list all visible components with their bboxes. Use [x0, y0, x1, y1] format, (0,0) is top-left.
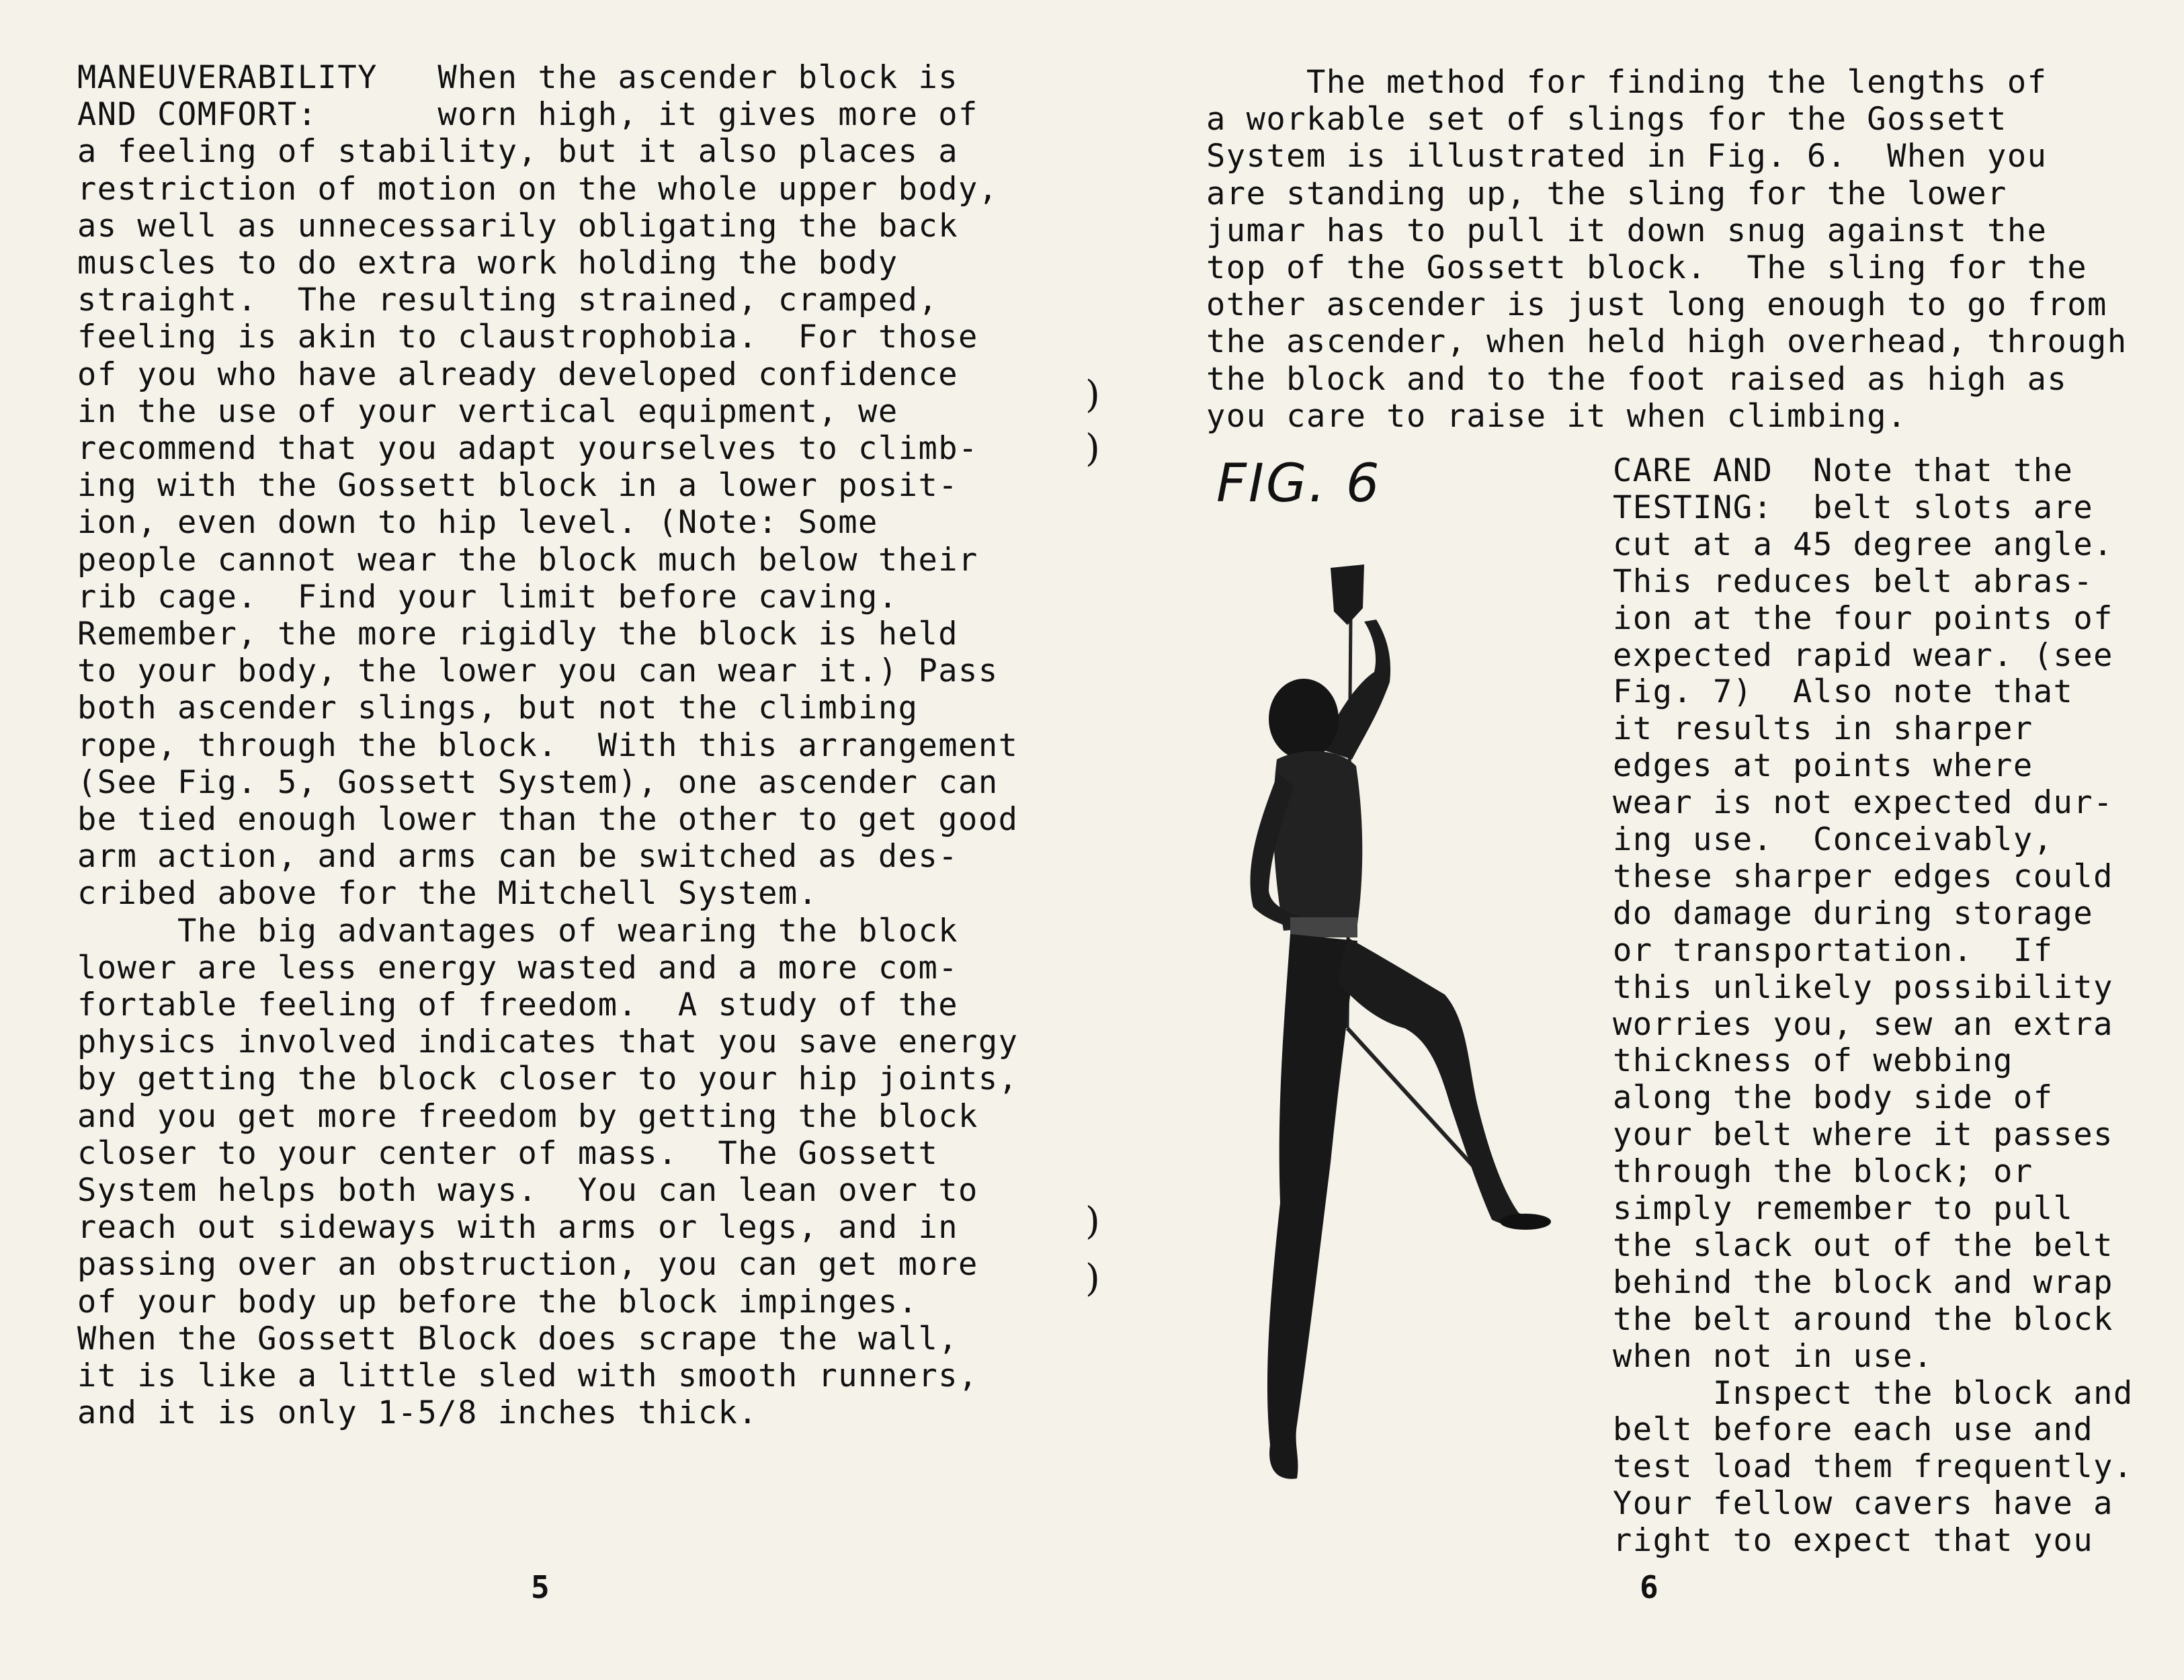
text-line: when not in use.: [1613, 1337, 1933, 1375]
text-line: ing use. Conceivably,: [1613, 821, 2054, 858]
text-line: System helps both ways. You can lean over to: [77, 1172, 978, 1209]
text-line: of your body up before the block impinges.: [77, 1283, 919, 1320]
text-line: the block and to the foot raised as high as: [1206, 360, 2068, 398]
text-line: the slack out of the belt: [1613, 1226, 2113, 1264]
text-line: rib cage. Find your limit before caving.: [77, 578, 898, 616]
text-line: or transportation. If: [1613, 931, 2054, 969]
text-line: top of the Gossett block. The sling for the: [1206, 249, 2088, 286]
text-line: This reduces belt abras-: [1613, 562, 2094, 600]
text-line: Inspect the block and: [1613, 1374, 2134, 1412]
text-line: other ascender is just long enough to go from: [1206, 286, 2107, 324]
text-line: The method for finding the lengths of: [1206, 64, 2048, 101]
text-line: and it is only 1-5/8 inches thick.: [77, 1394, 759, 1432]
text-line: TESTING: belt slots are: [1613, 489, 2094, 526]
text-line: ion at the four points of: [1613, 599, 2113, 637]
text-line: cut at a 45 degree angle.: [1613, 526, 2113, 563]
text-line: by getting the block closer to your hip joints,: [77, 1060, 1019, 1098]
text-line: Your fellow cavers have a: [1613, 1485, 2113, 1523]
text-line: lower are less energy wasted and a more com-: [77, 949, 959, 986]
text-line: cribed above for the Mitchell System.: [77, 875, 818, 913]
text-line: do damage during storage: [1613, 894, 2094, 932]
text-line: in the use of your vertical equipment, we: [77, 392, 898, 430]
text-line: and you get more freedom by getting the block: [77, 1097, 978, 1135]
text-line: both ascender slings, but not the climbing: [77, 689, 919, 727]
text-line: fortable feeling of freedom. A study of the: [77, 986, 959, 1023]
text-line: right to expect that you: [1613, 1522, 2094, 1560]
text-line: arm action, and arms can be switched as des-: [77, 838, 959, 876]
binding-mark: ): [1085, 1200, 1100, 1243]
text-line: jumar has to pull it down snug against the: [1206, 212, 2048, 249]
text-line: rope, through the block. With this arrangement: [77, 726, 1019, 764]
text-line: CARE AND Note that the: [1613, 452, 2074, 489]
text-line: are standing up, the sling for the lower: [1206, 175, 2007, 212]
text-line: to your body, the lower you can wear it.) Pass: [77, 653, 999, 690]
text-line: recommend that you adapt yourselves to climb-: [77, 430, 978, 467]
text-line: closer to your center of mass. The Gossett: [77, 1134, 939, 1172]
binding-mark: ): [1085, 427, 1100, 470]
text-line: Remember, the more rigidly the block is held: [77, 616, 959, 653]
page-number-right: 6: [1640, 1569, 1658, 1605]
text-line: passing over an obstruction, you can get more: [77, 1246, 978, 1284]
page-number-left: 5: [531, 1569, 550, 1605]
binding-mark: ): [1085, 373, 1100, 417]
text-line: your belt where it passes: [1613, 1116, 2113, 1154]
text-line: AND COMFORT: worn high, it gives more of: [77, 96, 978, 134]
text-line: (See Fig. 5, Gossett System), one ascender can: [77, 763, 999, 801]
text-line: wear is not expected dur-: [1613, 784, 2113, 822]
text-line: straight. The resulting strained, cramped,: [77, 282, 939, 319]
text-line: edges at points where: [1613, 747, 2033, 785]
text-line: worries you, sew an extra: [1613, 1005, 2113, 1043]
text-line: you care to raise it when climbing.: [1206, 397, 1907, 435]
text-line: restriction of motion on the whole upper body,: [77, 170, 999, 208]
text-line: feeling is akin to claustrophobia. For those: [77, 319, 978, 356]
climber-illustration-icon: [1203, 558, 1579, 1505]
text-line: be tied enough lower than the other to get good: [77, 801, 1019, 838]
left-page: [0, 0, 1082, 1680]
figure-label: FIG. 6: [1216, 454, 1382, 514]
text-line: Fig. 7) Also note that: [1613, 673, 2074, 711]
text-line: it is like a little sled with smooth runners,: [77, 1357, 978, 1394]
text-line: a workable set of slings for the Gossett: [1206, 101, 2007, 138]
text-line: thickness of webbing: [1613, 1042, 2013, 1080]
text-line: a feeling of stability, but it also places a: [77, 133, 959, 171]
text-line: the ascender, when held high overhead, through: [1206, 323, 2128, 361]
text-line: it results in sharper: [1613, 710, 2033, 748]
text-line: the belt around the block: [1613, 1300, 2113, 1338]
text-line: as well as unnecessarily obligating the back: [77, 207, 959, 245]
text-line: When the Gossett Block does scrape the wall,: [77, 1320, 959, 1357]
text-line: this unlikely possibility: [1613, 968, 2113, 1006]
text-line: muscles to do extra work holding the body: [77, 245, 898, 282]
text-line: through the block; or: [1613, 1153, 2033, 1191]
binding-mark: ): [1085, 1257, 1100, 1300]
text-line: System is illustrated in Fig. 6. When you: [1206, 138, 2048, 175]
text-line: expected rapid wear. (see: [1613, 636, 2113, 674]
text-line: simply remember to pull: [1613, 1190, 2074, 1227]
text-line: people cannot wear the block much below their: [77, 541, 978, 579]
text-line: ion, even down to hip level. (Note: Some: [77, 504, 878, 542]
text-line: test load them frequently.: [1613, 1448, 2134, 1486]
text-line: of you who have already developed confidence: [77, 355, 959, 393]
text-line: The big advantages of wearing the block: [77, 912, 959, 950]
text-line: belt before each use and: [1613, 1411, 2094, 1449]
text-line: behind the block and wrap: [1613, 1263, 2113, 1301]
text-line: these sharper edges could: [1613, 857, 2113, 895]
text-line: MANEUVERABILITY When the ascender block is: [77, 59, 959, 96]
text-line: reach out sideways with arms or legs, and in: [77, 1209, 959, 1247]
text-line: along the body side of: [1613, 1079, 2054, 1117]
text-line: ing with the Gossett block in a lower posit-: [77, 467, 959, 505]
text-line: physics involved indicates that you save energy: [77, 1023, 1019, 1061]
